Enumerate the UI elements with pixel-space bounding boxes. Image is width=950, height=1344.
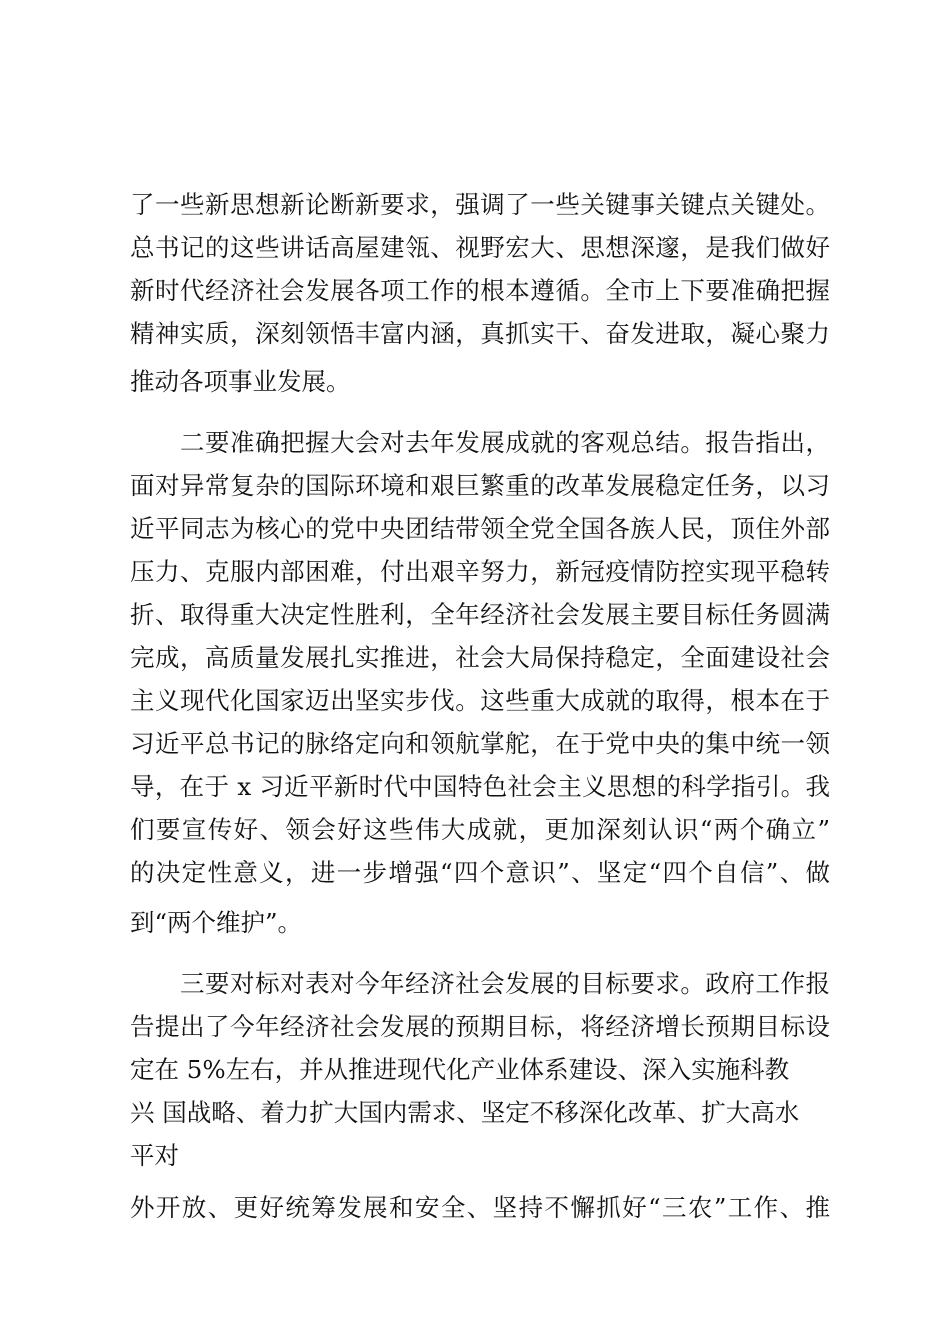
- text-line: 二要准确把握大会对去年发展成就的客观总结。报告指出，: [180, 428, 830, 457]
- text-line: 们要宣传好、领会好这些伟大成就，更加深刻认识“两个确立”: [130, 815, 830, 844]
- text-line: 新时代经济社会发展各项工作的根本遵循。全市上下要准确把握: [130, 276, 830, 305]
- text-line: 主义现代化国家迈出坚实步伐。这些重大成就的取得，根本在于: [130, 686, 830, 715]
- text-line: 了一些新思想新论断新要求，强调了一些关键事关键点关键处。: [130, 190, 830, 219]
- text-line: 完成，高质量发展扎实推进，社会大局保持稳定，全面建设社会: [130, 643, 830, 672]
- text-line: 导，在于 x 习近平新时代中国特色社会主义思想的科学指引。我: [130, 772, 830, 801]
- text-line: 折、取得重大决定性胜利，全年经济社会发展主要目标任务圆满: [130, 600, 830, 629]
- text-line: 平对: [130, 1141, 179, 1170]
- text-line: 压力、克服内部困难，付出艰辛努力，新冠疫情防控实现平稳转: [130, 557, 830, 586]
- text-line: 兴 国战略、着力扩大国内需求、坚定不移深化改革、扩大高水: [130, 1098, 800, 1127]
- text-line: 定在 5%左右，并从推进现代化产业体系建设、深入实施科教: [130, 1055, 790, 1084]
- text-line: 总书记的这些讲话高屋建瓴、视野宏大、思想深邃，是我们做好: [130, 233, 830, 262]
- text-line: 习近平总书记的脉络定向和领航掌舵，在于党中央的集中统一领: [130, 729, 830, 758]
- text-line: 告提出了今年经济社会发展的预期目标，将经济增长预期目标设: [130, 1012, 830, 1041]
- text-line: 面对异常复杂的国际环境和艰巨繁重的改革发展稳定任务，以习: [130, 471, 830, 500]
- text-line: 近平同志为核心的党中央团结带领全党全国各族人民，顶住外部: [130, 514, 830, 543]
- text-line: 到“两个维护”。: [130, 908, 303, 937]
- text-line: 三要对标对表对今年经济社会发展的目标要求。政府工作报: [180, 969, 830, 998]
- text-line: 精神实质，深刻领悟丰富内涵，真抓实干、奋发进取，凝心聚力: [130, 319, 830, 348]
- text-line: 的决定性意义，进一步增强“四个意识”、坚定“四个自信”、做: [130, 858, 830, 887]
- text-line: 外开放、更好统筹发展和安全、坚持不懈抓好“三农”工作、推: [130, 1193, 830, 1222]
- text-line: 推动各项事业发展。: [130, 367, 351, 396]
